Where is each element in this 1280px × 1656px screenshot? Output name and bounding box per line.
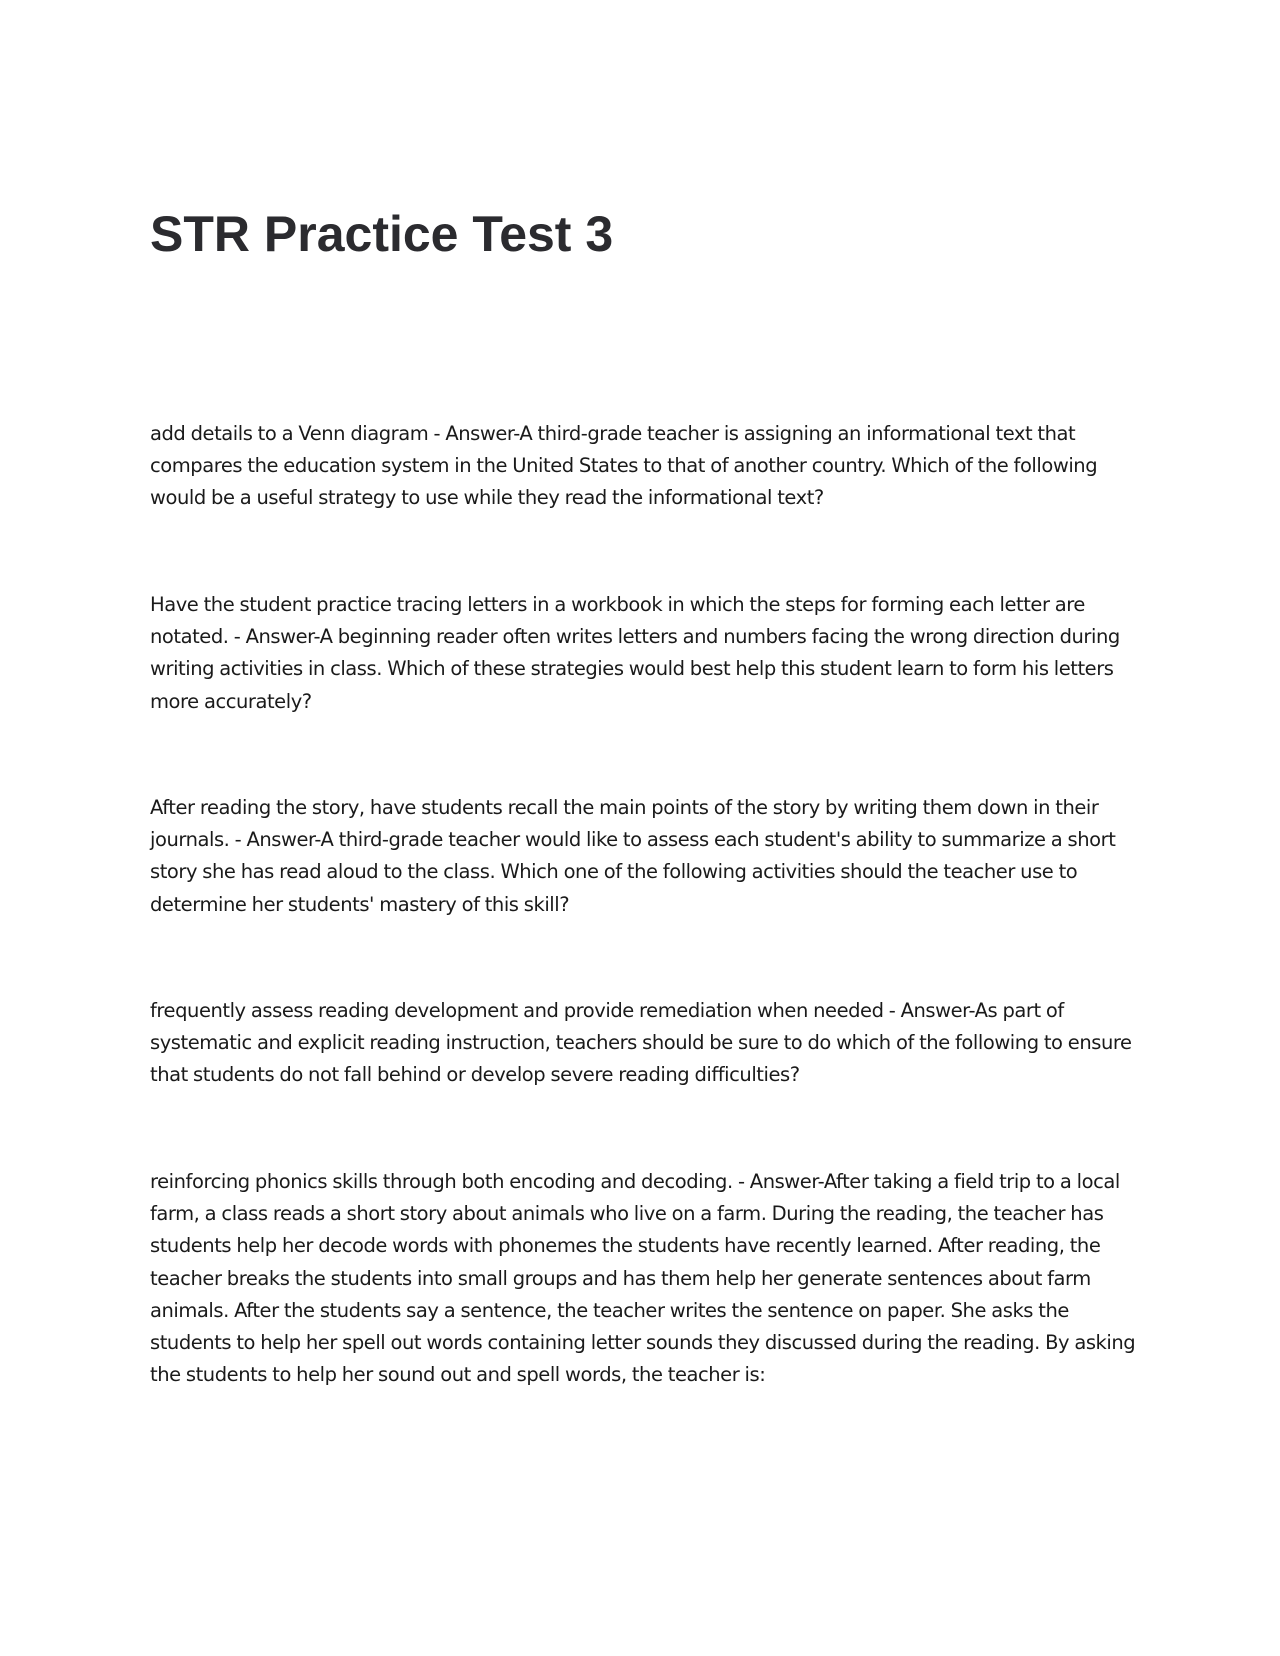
question-paragraph-1: add details to a Venn diagram - Answer-A third-grade teacher is assigning an informational text that compares the education system in the United States to that of another country. Which of the following would be a useful strategy to use while they read the informational text? [150, 422, 1098, 510]
question-paragraph-5: reinforcing phonics skills through both encoding and decoding. - Answer-After taking a field trip to a local farm, a class reads a short story about animals who live on a farm. During the reading, the teacher has students help her decode words with phonemes the students have recently learned. After reading, the teacher breaks the students into small groups and has them help her generate sentences about farm animals. After the students say a sentence, the teacher writes the sentence on paper. She asks the students to help her spell out words containing letter sounds they discussed during the reading. By asking the students to help her sound out and spell words, the teacher is: [150, 1170, 1136, 1387]
question-paragraph-2: Have the student practice tracing letters in a workbook in which the steps for forming each letter are notated. - Answer-A beginning reader often writes letters and numbers facing the wrong direction during writing activities in class. Which of these strategies would best help this student learn to form his letters more accurately? [150, 593, 1120, 713]
question-paragraph-4: frequently assess reading development and provide remediation when needed - Answer-As part of systematic and explicit reading instruction, teachers should be sure to do which of the following to ensure that students do not fall behind or develop severe reading difficulties? [150, 999, 1132, 1087]
question-paragraph-3: After reading the story, have students recall the main points of the story by writing them down in their journals. - Answer-A third-grade teacher would like to assess each student's ability to summarize a short story she has read aloud to the class. Which one of the following activities should the teacher use to determine her students' mastery of this skill? [150, 796, 1116, 916]
document-title: STR Practice Test 3 [150, 206, 614, 262]
